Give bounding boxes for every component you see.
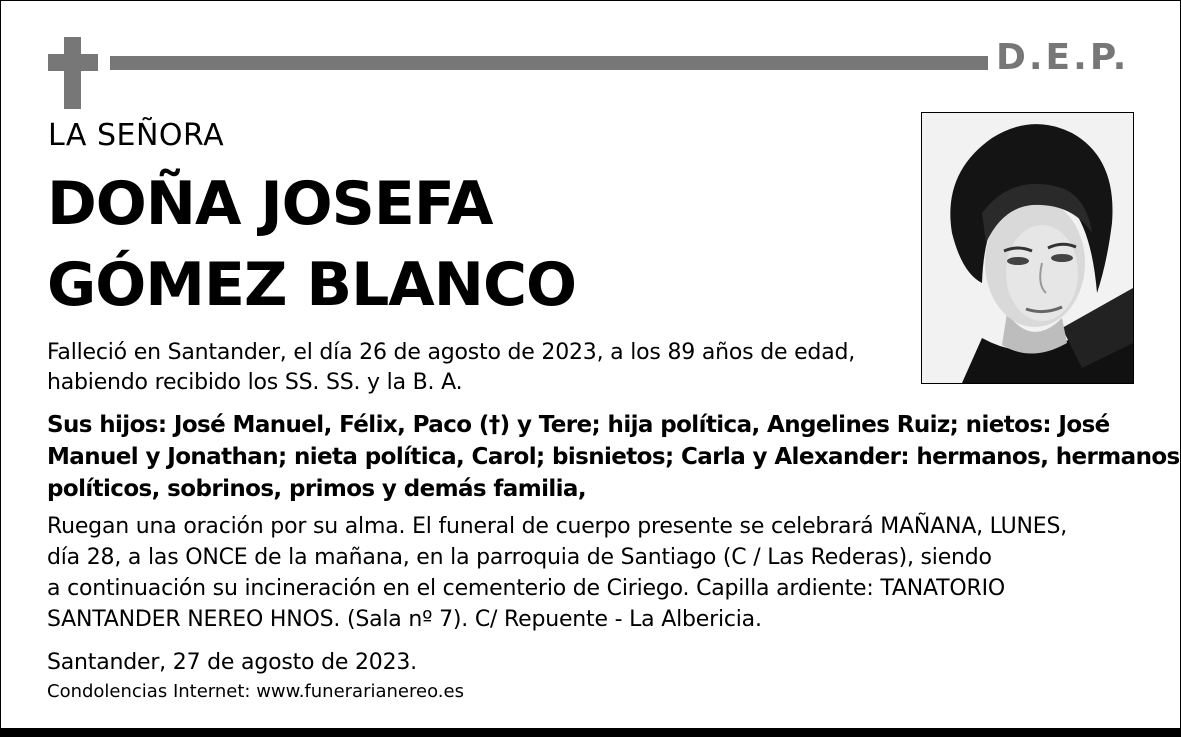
dep-label: D.E.P. xyxy=(996,37,1130,78)
condolences-text: Condolencias Internet: www.funerarianereo.es xyxy=(47,681,464,702)
deceased-name-line2: GÓMEZ BLANCO xyxy=(47,250,576,320)
place-date: Santander, 27 de agosto de 2023. xyxy=(47,650,417,675)
service-line4: SANTANDER NEREO HNOS. (Sala nº 7). C/ Repuente - La Albericia. xyxy=(47,607,762,632)
family-line2: Manuel y Jonathan; nieta política, Carol; bisnietos; Carla y Alexander: hermanos, hermanos xyxy=(47,444,1180,470)
service-line1: Ruegan una oración por su alma. El funeral de cuerpo presente se celebrará MAÑANA, LUNES, xyxy=(47,514,1068,539)
header-rule xyxy=(110,56,988,70)
portrait-image xyxy=(922,113,1133,383)
bottom-border xyxy=(0,728,1181,737)
portrait-photo xyxy=(921,112,1134,384)
honorific: LA SEÑORA xyxy=(48,118,225,153)
service-line3: a continuación su incineración en el cementerio de Ciriego. Capilla ardiente: TANATORIO xyxy=(47,576,1005,601)
death-notice-line2: habiendo recibido los SS. SS. y la B. A. xyxy=(47,370,463,395)
death-notice-line1: Falleció en Santander, el día 26 de agosto de 2023, a los 89 años de edad, xyxy=(47,340,856,365)
family-line1: Sus hijos: José Manuel, Félix, Paco (†) y Tere; hija política, Angelines Ruiz; nietos: José xyxy=(47,412,1110,438)
service-line2: día 28, a las ONCE de la mañana, en la parroquia de Santiago (C / Las Rederas), siendo xyxy=(47,545,992,570)
deceased-name-line1: DOÑA JOSEFA xyxy=(47,169,493,239)
family-line3: políticos, sobrinos, primos y demás familia, xyxy=(47,476,586,502)
